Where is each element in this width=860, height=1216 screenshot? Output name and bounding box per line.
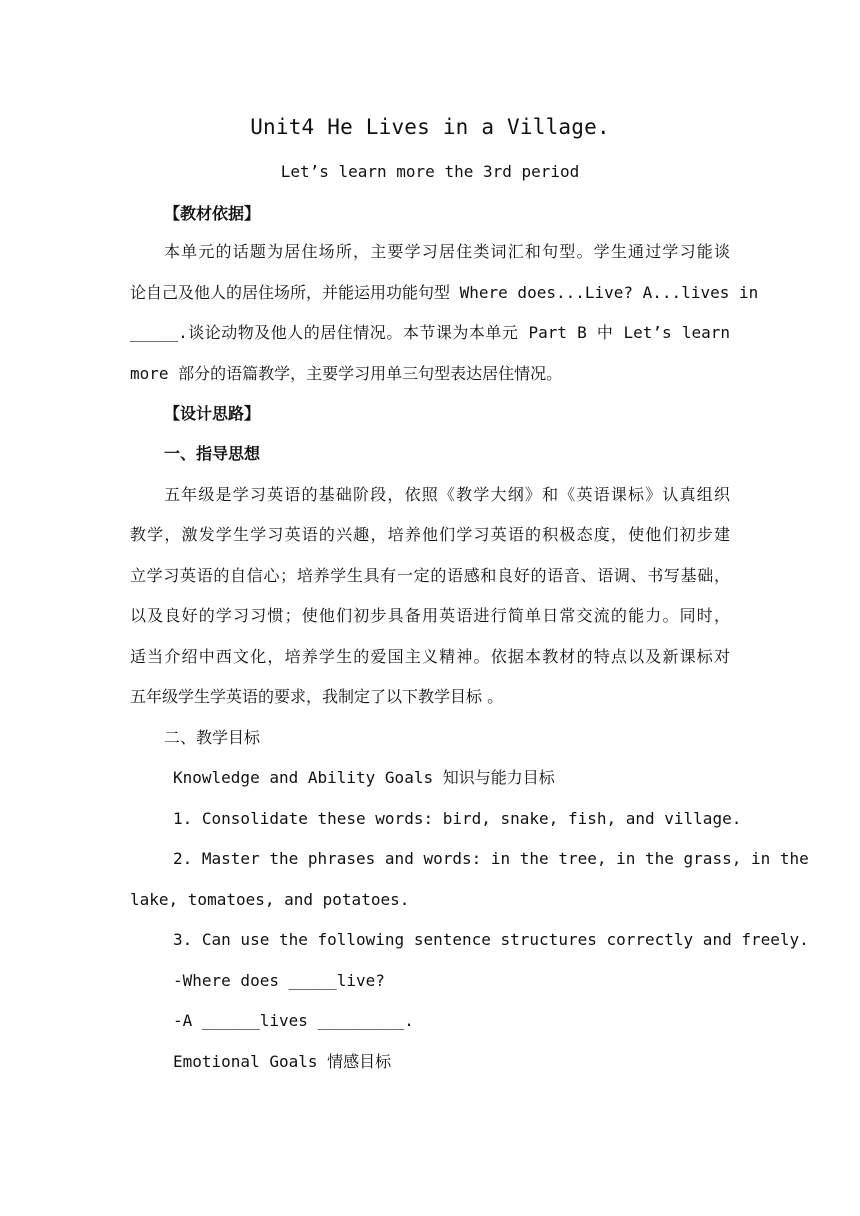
guidance-line-5: 适当介绍中西文化，培养学生的爱国主义精神。依据本教材的特点以及新课标对: [130, 647, 730, 666]
objectives-heading: 二、教学目标: [164, 728, 261, 747]
guidance-line-2: 教学，激发学生学习英语的兴趣，培养他们学习英语的积极态度，使他们初步建: [130, 525, 730, 544]
design-heading: 【设计思路】: [164, 404, 261, 423]
knowledge-goals-heading: Knowledge and Ability Goals 知识与能力目标: [173, 768, 555, 787]
guidance-heading: 一、指导思想: [164, 444, 261, 463]
guidance-line-6: 五年级学生学英语的要求，我制定了以下教学目标 。: [130, 687, 504, 706]
basis-line-2: 论自己及他人的居住场所，并能运用功能句型 Where does...Live? A...lives in: [130, 283, 759, 302]
emotional-goals-heading: Emotional Goals 情感目标: [173, 1052, 392, 1071]
document-subtitle: Let’s learn more the 3rd period: [280, 162, 580, 181]
guidance-line-4: 以及良好的学习习惯；使他们初步具备用英语进行简单日常交流的能力。同时，: [130, 606, 730, 625]
sentence-structure-answer: -A ______lives _________.: [173, 1011, 414, 1030]
guidance-line-3: 立学习英语的自信心；培养学生具有一定的语感和良好的语音、语调、书写基础，: [130, 566, 730, 585]
goal-item-2-continued: lake, tomatoes, and potatoes.: [130, 890, 410, 909]
basis-heading: 【教材依据】: [164, 204, 261, 223]
sentence-structure-question: -Where does _____live?: [173, 971, 385, 990]
goal-item-2: 2. Master the phrases and words: in the tree, in the grass, in the: [173, 849, 809, 868]
goal-item-1: 1. Consolidate these words: bird, snake, fish, and village.: [173, 809, 742, 828]
guidance-line-1: 五年级是学习英语的基础阶段，依照《教学大纲》和《英语课标》认真组织: [164, 485, 730, 504]
document-title: Unit4 He Lives in a Village.: [250, 115, 610, 139]
basis-line-3: _____.谈论动物及他人的居住情况。本节课为本单元 Part B 中 Let’s learn: [130, 323, 730, 342]
basis-line-1: 本单元的话题为居住场所，主要学习居住类词汇和句型。学生通过学习能谈: [164, 242, 730, 261]
basis-line-4: more 部分的语篇教学，主要学习用单三句型表达居住情况。: [130, 364, 563, 383]
goal-item-3: 3. Can use the following sentence structures correctly and freely.: [173, 930, 809, 949]
